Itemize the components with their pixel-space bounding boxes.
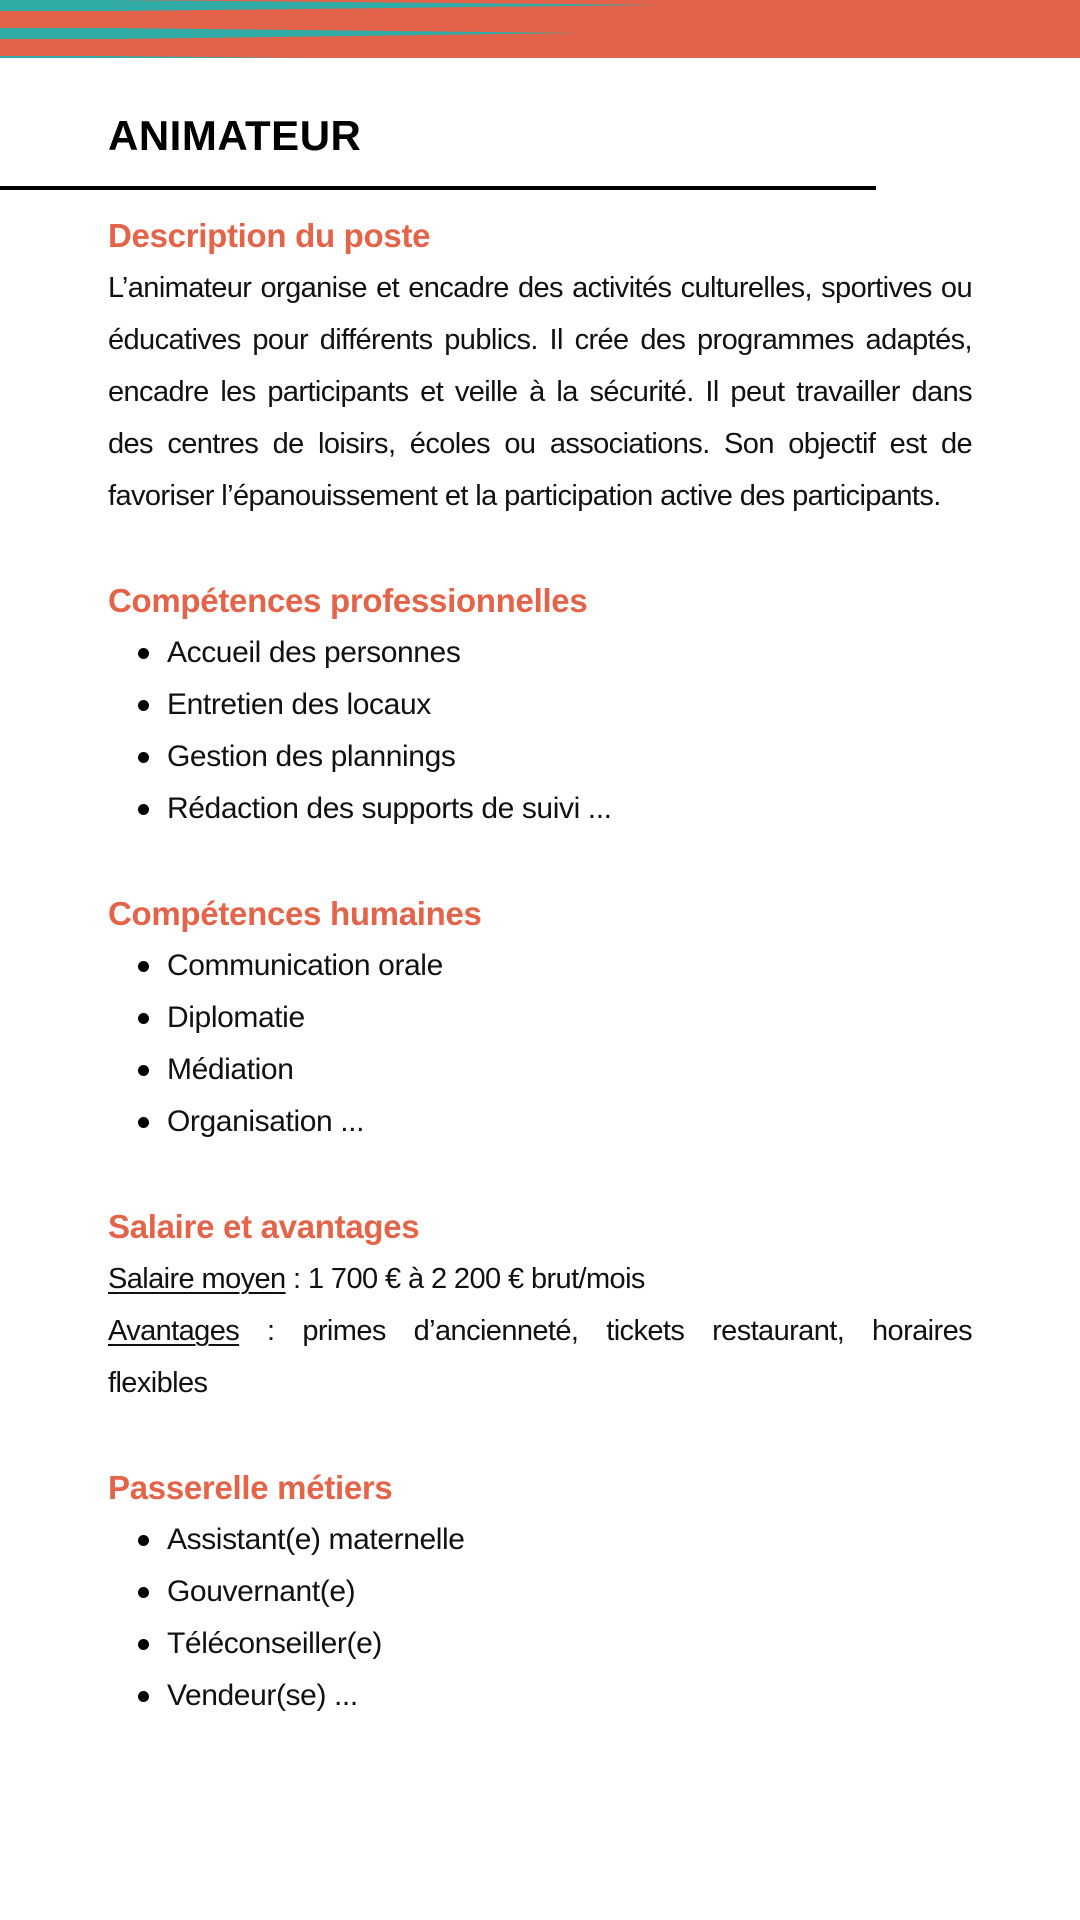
list-item: Vendeur(se) ...: [108, 1670, 972, 1722]
salary-value: : 1 700 € à 2 200 € brut/mois: [285, 1263, 645, 1295]
list-item: Entretien des locaux: [108, 679, 972, 731]
bullet-icon: [138, 1587, 149, 1598]
list-item: Accueil des personnes: [108, 627, 972, 679]
pro-skills-list: [108, 627, 972, 835]
list-item: Gestion des plannings: [108, 731, 972, 783]
bullet-icon: [138, 804, 149, 815]
benefits-line: [108, 1305, 972, 1409]
salary-label: Salaire moyen: [108, 1263, 286, 1295]
bullet-icon: [138, 752, 149, 763]
decorative-header-banner: [0, 0, 1080, 58]
bullet-icon: [138, 1065, 149, 1076]
list-item: Diplomatie: [108, 992, 972, 1044]
bullet-icon: [138, 1535, 149, 1546]
page-title: ANIMATEUR: [108, 112, 362, 159]
section-salary: [108, 1201, 972, 1409]
list-item: Téléconseiller(e): [108, 1618, 972, 1670]
benefits-label: Avantages: [108, 1315, 240, 1347]
benefits-value: : primes d’ancienneté, tickets restaurant, horaires flexibles: [108, 1315, 972, 1399]
section-heading-description: Description du poste: [108, 217, 431, 254]
bullet-icon: [138, 1691, 149, 1702]
job-sheet-content: [108, 210, 972, 1722]
section-heading-pro-skills: Compétences professionnelles: [108, 582, 588, 619]
stripes-decoration-icon: [0, 0, 1080, 58]
soft-skills-list: [108, 940, 972, 1148]
list-item: Organisation ...: [108, 1096, 972, 1148]
section-description: [108, 210, 972, 522]
list-item: Rédaction des supports de suivi ...: [108, 783, 972, 835]
career-bridges-list: [108, 1514, 972, 1722]
list-item: Gouvernant(e): [108, 1566, 972, 1618]
bullet-icon: [138, 700, 149, 711]
title-divider: [0, 186, 876, 190]
section-pro-skills: [108, 575, 972, 835]
list-item: Communication orale: [108, 940, 972, 992]
list-item: Médiation: [108, 1044, 972, 1096]
bullet-icon: [138, 1639, 149, 1650]
section-career-bridges: [108, 1462, 972, 1722]
section-soft-skills: [108, 888, 972, 1148]
salary-line: [108, 1253, 972, 1305]
section-heading-career-bridges: Passerelle métiers: [108, 1469, 393, 1506]
bullet-icon: [138, 1117, 149, 1128]
bullet-icon: [138, 1013, 149, 1024]
description-text: L’animateur organise et encadre des activités culturelles, sportives ou éducatives pour différents publics. Il crée des programmes adaptés, encadre les participants et veille à la sécurité. Il peut travailler dans des centres de loisirs, écoles ou associations. Son objectif est de favoriser l’épanouissement et la participation active des participants.: [108, 272, 972, 512]
bullet-icon: [138, 648, 149, 659]
section-heading-soft-skills: Compétences humaines: [108, 895, 482, 932]
list-item: Assistant(e) maternelle: [108, 1514, 972, 1566]
bullet-icon: [138, 961, 149, 972]
section-heading-salary: Salaire et avantages: [108, 1208, 420, 1245]
